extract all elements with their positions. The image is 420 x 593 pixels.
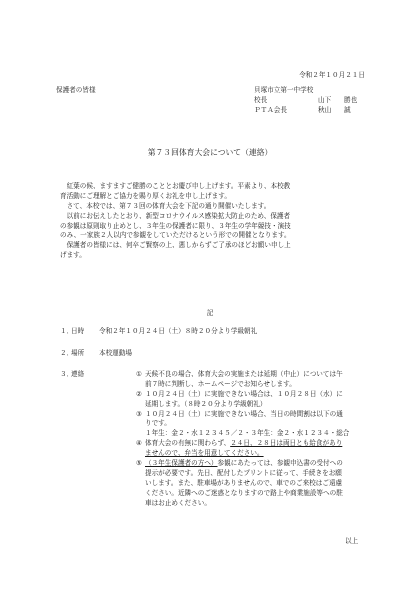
body-line: 紅葉の候、ますますご健勝のこととお慶び申し上げます。平素より、本校教 (66, 182, 291, 190)
contact-line: １０月２４日（土）に実施できない場合、当日の時間割は以下の通 (145, 409, 343, 418)
contact-text: 参観にあたっては、参観申込書の受付への (217, 459, 343, 468)
body-line: の参観は原則取り止めとし、３年生の保護者に限り、３年生の学年競技・演技 (60, 221, 291, 230)
contact-item-2 (136, 390, 370, 410)
circled-number-4: ④ (136, 439, 142, 448)
pta-row (254, 106, 357, 116)
item-label: 連絡 (71, 370, 85, 378)
item-place (60, 349, 132, 359)
item-number: ３． (60, 370, 74, 378)
contact-item-3 (136, 410, 370, 440)
contact-line: 前７時に判断し、ホームページでお知らせします。 (145, 379, 296, 388)
contact-line (145, 459, 370, 469)
document-title: 第７３回体育大会について（連絡） (147, 148, 273, 157)
principal-role: 校長 (254, 95, 268, 104)
ki-heading: 記 (206, 309, 214, 317)
underlined-text: ２４日、２８日は両日とも給食があり (230, 439, 343, 448)
body-line: 保護者の皆様には、何卒ご賢察の上、悪しからずご了承のほどお願い申し上 (66, 241, 291, 250)
body-line: 育活動にご理解とご協力を賜り厚くお礼を申し上げます。 (60, 191, 231, 200)
principal-row (254, 96, 357, 106)
contact-line: 延期します。（８時２０分より学級朝礼） (145, 399, 267, 408)
contact-line: 車はお止めください。 (145, 498, 211, 507)
principal-family-name: 山下 (318, 95, 332, 104)
underlined-line: ませんので、弁当を用意してください。 (145, 449, 264, 458)
addressee: 保護者の皆様 (56, 86, 96, 94)
contact-item-4 (136, 439, 370, 459)
body-line: 以前にお伝えしたとおり、新型コロナウイルス感染拡大防止のため、保護者 (66, 211, 291, 220)
contact-line: りです。 (145, 419, 171, 428)
contact-line: いします。また、駐車場がありませんので、車でのご来校はご遠慮 (145, 478, 343, 487)
pta-given-name: 誠 (344, 105, 351, 114)
closing-mark: 以上 (345, 537, 359, 545)
principal-given-name: 勝也 (344, 95, 358, 104)
contact-line: ください。近隣へのご迷惑となりますので路上や商業施設等への駐 (145, 488, 343, 497)
body-paragraph (60, 182, 370, 202)
circled-number-3: ③ (136, 409, 142, 418)
pta-role: ＰＴＡ会長 (254, 105, 287, 114)
item-contact (60, 370, 99, 380)
circled-number-5: ⑤ (136, 459, 142, 468)
contact-item-5 (136, 459, 370, 508)
item-number: ２． (60, 349, 74, 357)
body-text (60, 182, 370, 261)
body-paragraph (60, 241, 370, 261)
contact-line (145, 439, 370, 449)
item-datetime (60, 327, 257, 337)
issue-date: 令和２年１０月２１日 (299, 71, 365, 79)
circled-number-1: ① (136, 370, 142, 378)
underlined-text: （３年生保護者の方へ） (145, 459, 218, 468)
item-value: 令和２年１０月２４日（土）８時２０分より学級朝礼 (99, 327, 258, 335)
contact-line: 天候不良の場合、体育大会の実施または延期（中止）については午 (145, 370, 343, 378)
item-label: 日時 (71, 327, 85, 335)
contact-list (136, 370, 370, 508)
contact-text: 体育大会の有無に関わらず、 (145, 439, 231, 448)
sender-block (254, 86, 357, 116)
contact-line: 提示が必要です。先日、配付したプリントに従って、手続きをお願 (145, 468, 342, 477)
body-line: のみ、一家族２人以内で参観をしていただけるという形での開催となります。 (60, 231, 291, 240)
body-line: げます。 (60, 251, 86, 260)
item-number: １． (60, 327, 74, 335)
body-line: さて、本校では、第７３回の体育大会を下記の通り開催いたします。 (66, 201, 271, 210)
circled-number-2: ② (136, 389, 142, 398)
body-paragraph (60, 202, 370, 212)
item-label: 場所 (71, 349, 85, 357)
contact-line: １０月２４日（土）に実施できない場合は、１０月２８日（水）に (145, 389, 343, 398)
pta-family-name: 秋山 (318, 105, 332, 114)
school-name: 貝塚市立第一中学校 (254, 86, 314, 94)
item-value: 本校運動場 (99, 349, 132, 357)
body-paragraph (60, 212, 370, 242)
contact-item-1 (136, 370, 370, 390)
contact-line: １年生：金２・水１２３４５／２・３年生：金２・水１２３４・総合 (145, 429, 350, 438)
